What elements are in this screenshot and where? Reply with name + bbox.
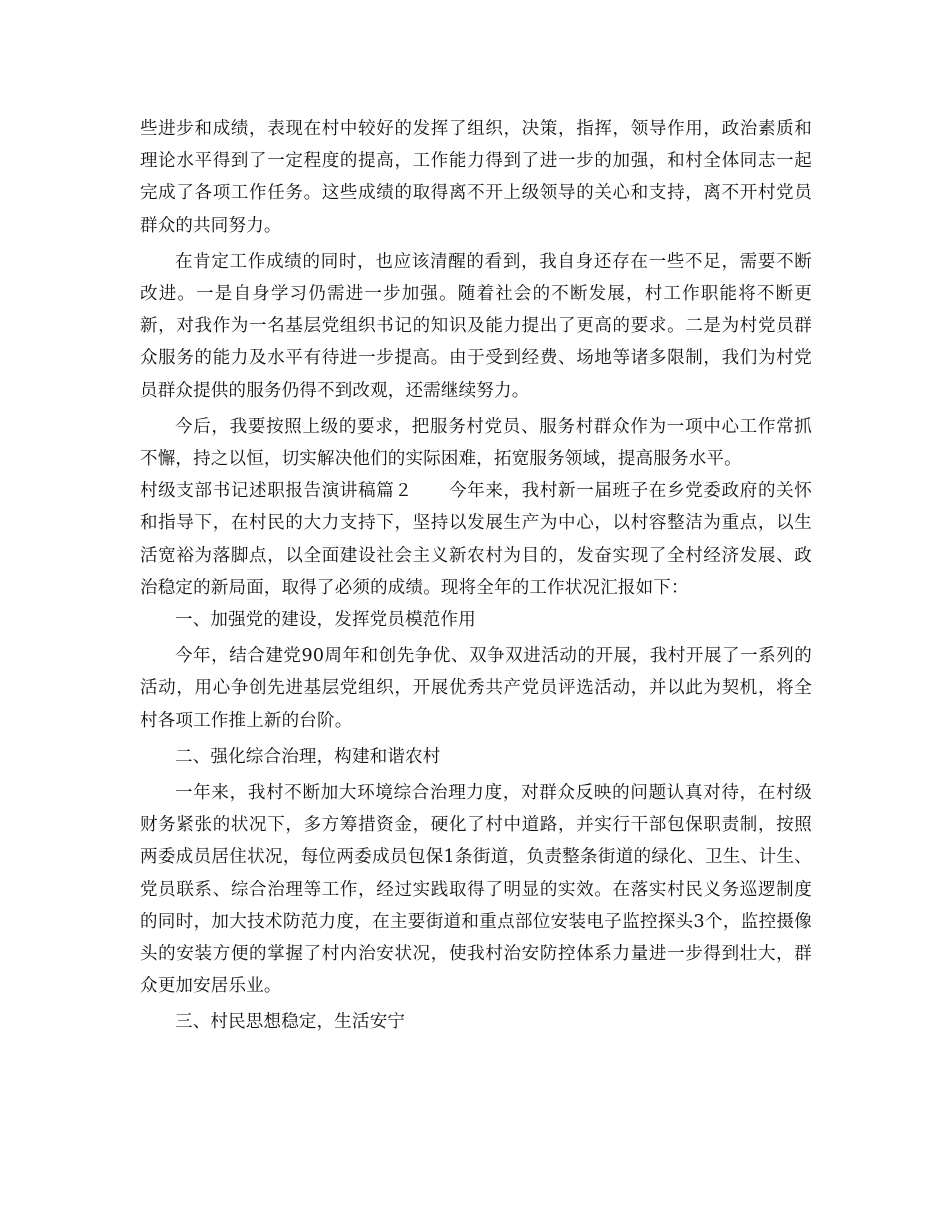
paragraph-achievements: 些进步和成绩，表现在村中较好的发挥了组织，决策，指挥，领导作用，政治素质和理论水平得到了一定程度的提高，工作能力得到了进一步的加强，和村全体同志一起完成了各项工作任务。这些成绩的取得离不开上级领导的关心和支持，离不开村党员群众的共同努力。 xyxy=(140,119,812,236)
paragraph-future-plan: 今后，我要按照上级的要求，把服务村党员、服务村群众作为一项中心工作常抓不懈，持之以恒，切实解决他们的实际困难，拓宽服务领域，提高服务水平。 xyxy=(140,416,812,470)
paragraph-report-intro: 村级支部书记述职报告演讲稿篇２ 今年来，我村新一届班子在乡党委政府的关怀和指导下，在村民的大力支持下，坚持以发展生产为中心，以村容整洁为重点，以生活宽裕为落脚点，以全面建设社会主义新农村为目的，发奋实现了全村经济发展、政治稳定的新局面，取得了必须的成绩。现将全年的工作状况汇报如下： xyxy=(140,481,812,598)
paragraph-governance: 一年来，我村不断加大环境综合治理力度，对群众反映的问题认真对待，在村级财务紧张的状况下，多方筹措资金，硬化了村中道路，并实行干部包保职责制，按照两委成员居住状况，每位两委成员包保1条街道，负责整条街道的绿化、卫生、计生、党员联系、综合治理等工作，经过实践取得了明显的实效。在落实村民义务巡逻制度的同时，加大技术防范力度，在主要街道和重点部位安装电子监控探头3个，监控摄像头的安装方便的掌握了村内治安状况，使我村治安防控体系力量进一步得到壮大，群众更加安居乐业。 xyxy=(140,783,812,997)
document-body xyxy=(140,113,812,1039)
section-heading-governance: 二、强化综合治理，构建和谐农村 xyxy=(175,746,441,767)
paragraph-shortcomings: 在肯定工作成绩的同时，也应该清醒的看到，我自身还存在一些不足，需要不断改进。一是自身学习仍需进一步加强。随着社会的不断发展，村工作职能将不断更新，对我作为一名基层党组织书记的知识及能力提出了更高的要求。二是为村党员群众服务的能力及水平有待进一步提高。由于受到经费、场地等诸多限制，我们为村党员群众提供的服务仍得不到改观，还需继续努力。 xyxy=(140,251,812,401)
paragraph-party-building: 今年，结合建党90周年和创先争优、双争双进活动的开展，我村开展了一系列的活动，用心争创先进基层党组织，开展优秀共产党员评选活动，并以此为契机，将全村各项工作推上新的台阶。 xyxy=(140,646,812,731)
section-heading-party-building: 一、加强党的建设，发挥党员模范作用 xyxy=(175,610,476,631)
section-heading-stability: 三、村民思想稳定，生活安宁 xyxy=(175,1012,406,1033)
